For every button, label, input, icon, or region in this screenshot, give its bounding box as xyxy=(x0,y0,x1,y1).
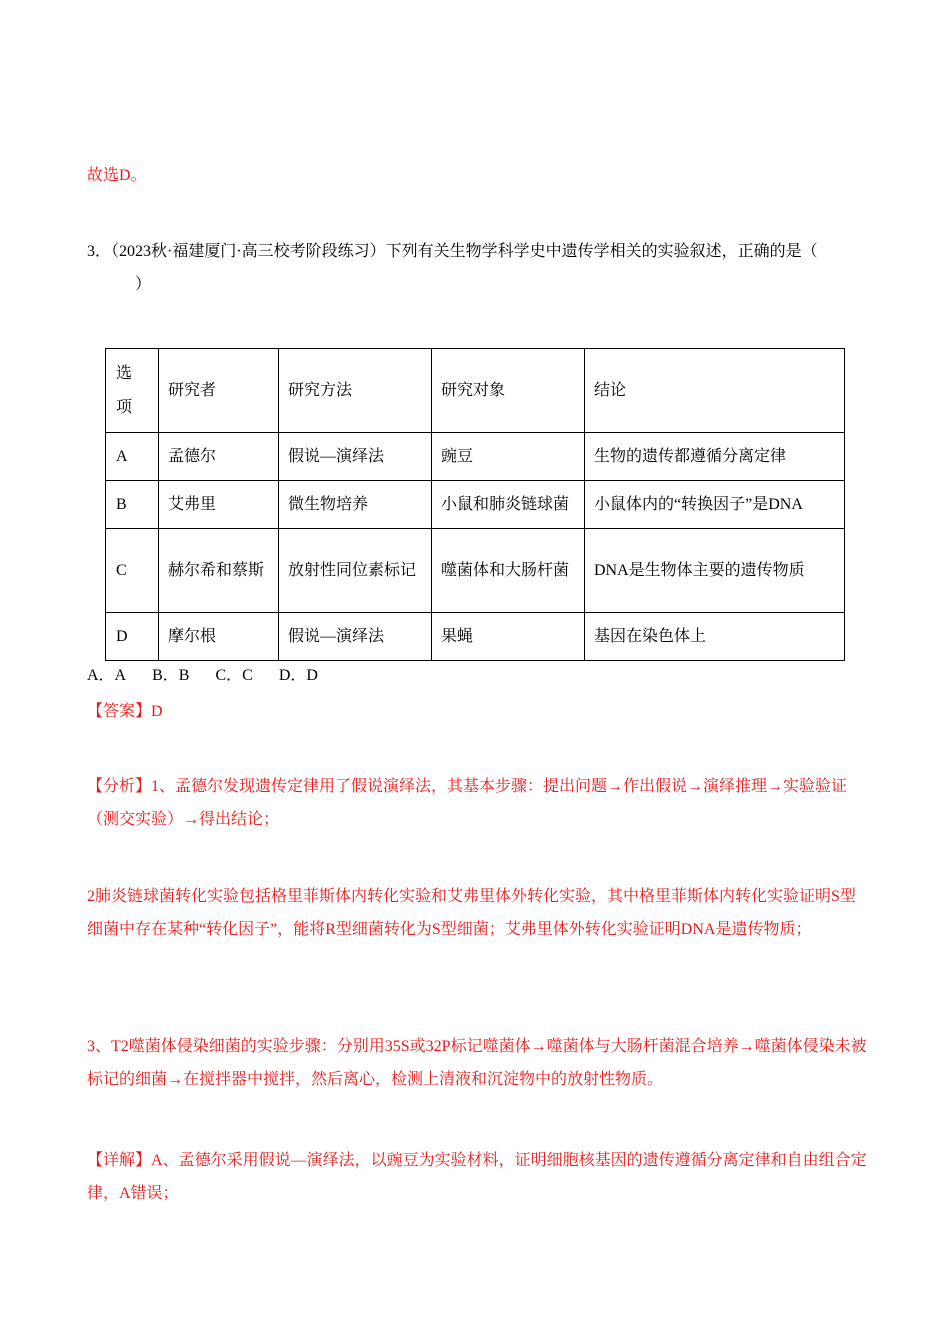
answer-choices xyxy=(87,659,867,692)
choice-d: D．D xyxy=(278,667,318,684)
analysis-text-2: 2肺炎链球菌转化实验包括格里菲斯体内转化实验和艾弗里体外转化实验，其中格里菲斯体内转化实验证明S型细菌中存在某种“转化因子”，能将R型细菌转化为S型细菌；艾弗里体外转化实验证明DNA是遗传物质； xyxy=(87,888,856,938)
answer-tag: 【答案】 xyxy=(87,703,152,720)
analysis-text-3: 3、T2噬菌体侵染细菌的实验步骤：分别用35S或32P标记噬菌体→噬菌体与大肠杆菌混合培养→噬菌体侵染未被标记的细菌→在搅拌器中搅拌，然后离心，检测上清液和沉淀物中的放射性物质。 xyxy=(87,1038,867,1088)
table-cell: 孟德尔 xyxy=(159,433,279,481)
table-row xyxy=(106,481,845,529)
question-3 xyxy=(87,235,867,301)
table-cell: 放射性同位素标记 xyxy=(279,529,432,613)
table-cell: 豌豆 xyxy=(432,433,585,481)
table-cell: C xyxy=(106,529,159,613)
detail-text: A、孟德尔采用假说—演绎法，以豌豆为实验材料，证明细胞核基因的遗传遵循分离定律和自由组合定律，A错误； xyxy=(87,1152,867,1202)
question-number: 3． xyxy=(87,243,112,260)
choice-a: A．A xyxy=(87,667,127,684)
answer-value: D xyxy=(151,703,163,720)
table-cell: 生物的遗传都遵循分离定律 xyxy=(585,433,845,481)
table-cell: 摩尔根 xyxy=(159,613,279,661)
options-table xyxy=(105,348,845,661)
choice-b: B．B xyxy=(152,667,190,684)
answer-line xyxy=(87,695,867,728)
question-close-paren: ） xyxy=(135,276,152,293)
table-cell: A xyxy=(106,433,159,481)
detail-tag: 【详解】 xyxy=(87,1152,152,1169)
table-row xyxy=(106,613,845,661)
detail-paragraph xyxy=(87,1144,867,1210)
table-cell: D xyxy=(106,613,159,661)
table-row xyxy=(106,529,845,613)
table-cell: 微生物培养 xyxy=(279,481,432,529)
table-cell: 假说—演绎法 xyxy=(279,433,432,481)
table-cell: 果蝇 xyxy=(432,613,585,661)
header-cell-researcher: 研究者 xyxy=(159,349,279,433)
header-cell-option: 选项 xyxy=(106,349,159,433)
previous-answer-line xyxy=(87,159,867,192)
analysis-tag: 【分析】 xyxy=(87,778,152,795)
table-cell: 赫尔希和蔡斯 xyxy=(159,529,279,613)
table-cell: 小鼠和肺炎链球菌 xyxy=(432,481,585,529)
table-cell: 艾弗里 xyxy=(159,481,279,529)
analysis-paragraph-3 xyxy=(87,1030,867,1096)
table-cell: B xyxy=(106,481,159,529)
header-cell-subject: 研究对象 xyxy=(432,349,585,433)
question-stem: （2023秋·福建厦门·高三校考阶段练习）下列有关生物学科学史中遗传学相关的实验叙述，正确的是（ xyxy=(111,243,818,260)
table-header-row xyxy=(106,349,845,433)
table-cell: 基因在染色体上 xyxy=(585,613,845,661)
previous-answer-text: 故选D。 xyxy=(87,167,147,184)
table-cell: DNA是生物体主要的遗传物质 xyxy=(585,529,845,613)
choice-c: C．C xyxy=(215,667,253,684)
header-cell-conclusion: 结论 xyxy=(585,349,845,433)
table-row xyxy=(106,433,845,481)
analysis-paragraph-2 xyxy=(87,880,867,946)
table-cell: 小鼠体内的“转换因子”是DNA xyxy=(585,481,845,529)
header-cell-method: 研究方法 xyxy=(279,349,432,433)
analysis-paragraph-1 xyxy=(87,770,867,836)
analysis-text-1: 1、孟德尔发现遗传定律用了假说演绎法，其基本步骤：提出问题→作出假说→演绎推理→实验验证（测交实验）→得出结论； xyxy=(87,778,848,828)
table-cell: 假说—演绎法 xyxy=(279,613,432,661)
table-cell: 噬菌体和大肠杆菌 xyxy=(432,529,585,613)
